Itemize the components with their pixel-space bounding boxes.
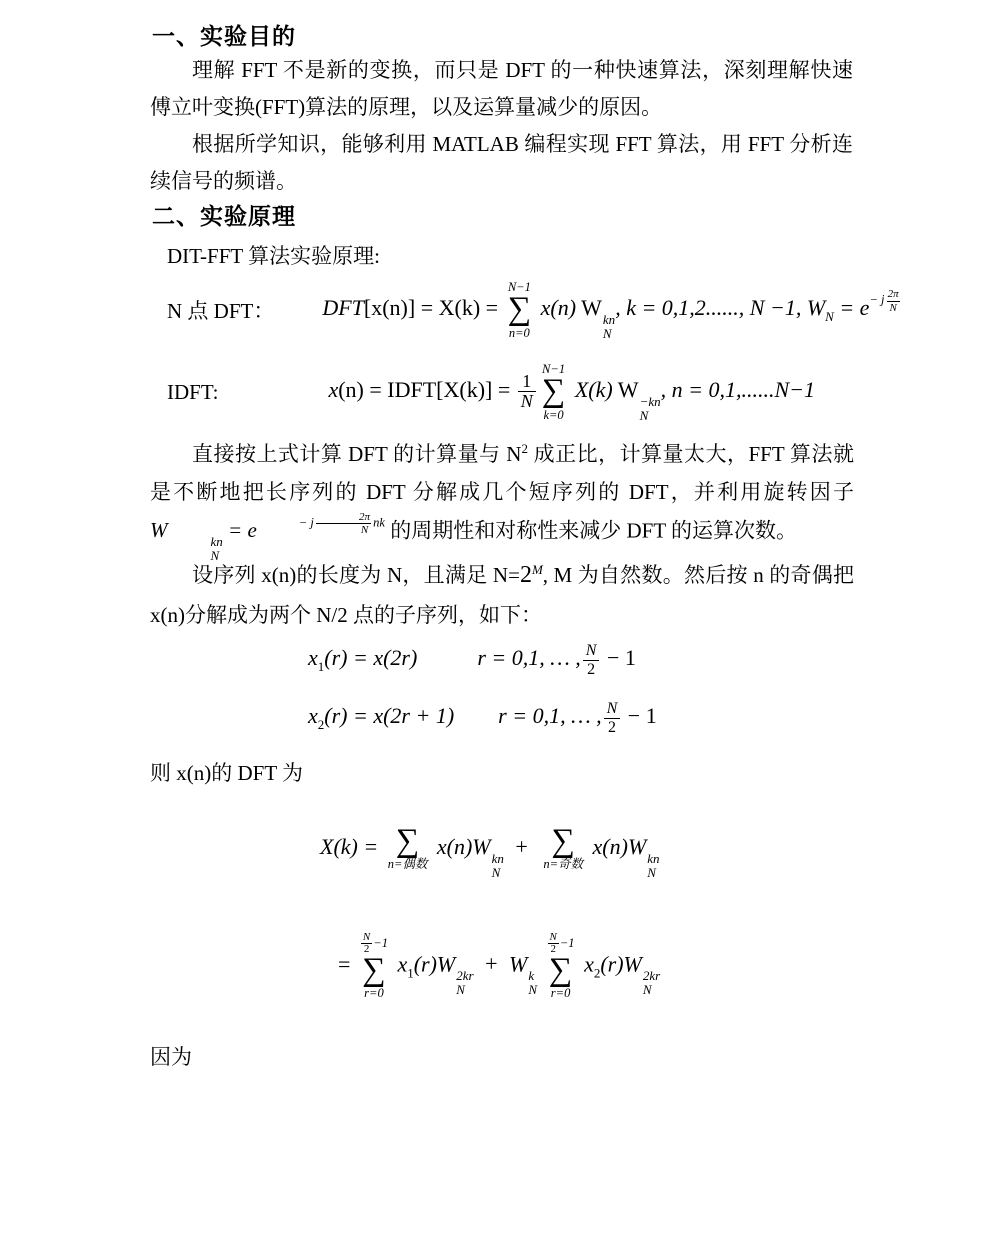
math-token: r = 0,1, … , bbox=[498, 703, 602, 729]
paragraph-text: , M 为自然数。然后按 n 的奇偶把 x(n)分解成为两个 N/2 点的子序列，如下： bbox=[150, 563, 854, 627]
math-token: N bbox=[647, 864, 656, 880]
math-token: X(k) bbox=[574, 376, 613, 402]
math-token: , n = 0,1,......N−1 bbox=[660, 376, 815, 402]
idft-formula-row bbox=[167, 350, 815, 434]
math-token: W bbox=[617, 376, 639, 402]
math-token: DFT bbox=[322, 294, 364, 320]
math-token: N bbox=[360, 524, 369, 537]
section1-heading: 一、实验目的 bbox=[152, 23, 296, 49]
dft-label: N 点 DFT： bbox=[167, 299, 275, 323]
math-token: −kn bbox=[639, 393, 661, 409]
math-token: N bbox=[528, 982, 538, 998]
math-token: 2kr bbox=[456, 968, 474, 984]
math-token: N bbox=[362, 931, 371, 943]
math-token: r = 0,1, … , bbox=[477, 645, 581, 671]
purpose-paragraph-1: 理解 FFT 不是新的变换，而只是 DFT 的一种快速算法，深刻理解快速傅立叶变换(FFT)算法的原理，以及运算量减少的原因。 bbox=[150, 58, 853, 119]
sum-lower-limit: n=奇数 bbox=[543, 857, 584, 872]
sum-symbol bbox=[542, 362, 566, 422]
sub-sup-script bbox=[456, 969, 473, 996]
math-token: kn bbox=[491, 850, 504, 866]
exponent bbox=[257, 511, 385, 536]
principle-intro: DIT-FFT 算法实验原理: bbox=[167, 244, 380, 268]
math-token: (r)W bbox=[600, 951, 642, 977]
sub-sup-script bbox=[647, 852, 659, 879]
fraction bbox=[518, 372, 536, 413]
sum-symbol bbox=[387, 823, 428, 872]
superscript: M bbox=[531, 562, 543, 577]
math-token: N bbox=[602, 325, 612, 341]
fraction bbox=[604, 700, 621, 736]
paragraph-text: 直接按上式计算 DFT 的计算量与 N bbox=[192, 442, 522, 466]
math-token: N bbox=[642, 982, 652, 998]
math-token: − j bbox=[869, 292, 885, 307]
sigma-icon: ∑ bbox=[541, 373, 566, 410]
purpose-paragraph-2: 根据所学知识，能够利用 MATLAB 编程实现 FFT 算法，用 FFT 分析连续信号的频谱。 bbox=[150, 132, 853, 193]
sum-symbol bbox=[547, 932, 575, 1001]
subscript: 2 bbox=[317, 717, 325, 733]
math-token: 2 bbox=[519, 562, 532, 588]
x2-formula bbox=[308, 700, 657, 736]
plus-sign: + bbox=[515, 833, 528, 859]
sum-lower-limit: n=偶数 bbox=[387, 857, 428, 872]
math-token: N bbox=[825, 308, 834, 324]
sum-lower-limit: r=0 bbox=[364, 986, 384, 1001]
xk-sum-formula bbox=[320, 823, 660, 880]
math-token: x bbox=[308, 645, 318, 671]
equals-sign: = bbox=[338, 951, 351, 977]
math-token: x bbox=[328, 376, 339, 402]
sigma-icon: ∑ bbox=[507, 291, 532, 328]
sub-sup-script bbox=[640, 395, 661, 422]
math-token: (r)W bbox=[413, 951, 456, 977]
sum-lower-limit: r=0 bbox=[550, 986, 571, 1001]
math-token: (r) = x(2r) bbox=[324, 645, 418, 671]
dft-formula-row bbox=[167, 268, 902, 352]
math-token: 2 bbox=[363, 943, 370, 955]
math-token: x bbox=[308, 703, 318, 729]
fraction bbox=[316, 511, 371, 536]
math-token: = e bbox=[839, 294, 870, 320]
math-token: N bbox=[639, 407, 649, 423]
sum-symbol bbox=[360, 932, 388, 1001]
math-token: N bbox=[549, 931, 557, 943]
computation-paragraph bbox=[150, 430, 854, 563]
math-token: x bbox=[397, 951, 408, 977]
subscript: 1 bbox=[407, 965, 414, 981]
paragraph-text: 成正比，计算量太大，FFT 算法就是不断地把长序列的 DFT 分解成几个短序列的 DFT，并利用旋转因子 bbox=[150, 442, 854, 504]
math-token: W bbox=[509, 951, 528, 977]
exponent bbox=[869, 288, 901, 313]
sigma-icon: ∑ bbox=[548, 952, 573, 988]
sum-upper-limit: N−1 bbox=[507, 279, 531, 294]
math-token: N bbox=[491, 864, 501, 880]
math-token: (r) = x(2r + 1) bbox=[324, 703, 455, 729]
then-text: 则 x(n)的 DFT 为 bbox=[150, 761, 304, 785]
sum-lower-limit: k=0 bbox=[543, 407, 564, 422]
math-token: N bbox=[889, 301, 897, 314]
math-token: k bbox=[528, 968, 535, 984]
x1-formula bbox=[308, 642, 636, 678]
math-token: x bbox=[584, 951, 594, 977]
math-token: [x(n)] = X(k) = bbox=[363, 294, 499, 320]
sum-upper-limit: N−1 bbox=[542, 361, 566, 376]
math-token: x(n) bbox=[540, 294, 577, 320]
section2-heading: 二、实验原理 bbox=[152, 203, 296, 229]
math-token: , k = 0,1,2......, N −1, bbox=[615, 294, 802, 320]
sum-symbol bbox=[543, 823, 584, 872]
math-token: −1 bbox=[559, 935, 575, 950]
split-sum-formula bbox=[338, 932, 660, 1001]
sub-sup-script bbox=[603, 313, 615, 340]
math-token: N bbox=[583, 642, 600, 661]
math-token: 1 bbox=[518, 372, 536, 393]
sigma-icon: ∑ bbox=[551, 823, 575, 859]
math-token: − 1 bbox=[627, 703, 657, 729]
math-token: N bbox=[520, 391, 533, 412]
sub-sup-script bbox=[643, 969, 660, 996]
dft-formula bbox=[322, 280, 902, 340]
idft-formula bbox=[328, 362, 815, 422]
math-token: 2π bbox=[887, 288, 899, 301]
math-token: W bbox=[150, 518, 168, 543]
math-token: = e bbox=[228, 518, 257, 543]
sub-sup-script bbox=[528, 969, 537, 996]
math-token: 2π bbox=[316, 511, 371, 524]
math-token: 2kr bbox=[642, 968, 661, 984]
math-token: 2 bbox=[607, 718, 616, 736]
math-token: − j bbox=[298, 515, 314, 530]
math-token: X(k) = bbox=[320, 833, 379, 859]
fraction bbox=[583, 642, 600, 678]
math-token: 2 bbox=[587, 660, 596, 678]
math-token: kn bbox=[602, 311, 616, 327]
fraction bbox=[887, 288, 900, 313]
math-token: x(n)W bbox=[592, 833, 647, 859]
sigma-icon: ∑ bbox=[395, 823, 420, 859]
math-token: − 1 bbox=[606, 645, 636, 671]
math-token: x(n)W bbox=[436, 833, 491, 859]
math-token: N bbox=[604, 700, 621, 719]
paragraph-text: 的周期性和对称性来减少 DFT 的运算次数。 bbox=[390, 518, 798, 543]
superscript: 2 bbox=[521, 441, 528, 456]
math-token: kn bbox=[210, 534, 223, 550]
subscript: 2 bbox=[593, 965, 601, 981]
math-token: −1 bbox=[373, 935, 388, 950]
paragraph-text: 设序列 x(n)的长度为 N，且满足 N= bbox=[192, 563, 520, 587]
math-token: 2 bbox=[550, 943, 556, 955]
idft-label: IDFT: bbox=[167, 379, 219, 404]
math-token: W bbox=[581, 294, 602, 320]
sum-symbol bbox=[508, 280, 532, 340]
subscript: 1 bbox=[317, 659, 325, 675]
math-token: (n) = IDFT[X(k)] = bbox=[338, 376, 511, 402]
math-token: kn bbox=[647, 850, 660, 866]
sigma-icon: ∑ bbox=[362, 952, 386, 988]
because-text: 因为 bbox=[150, 1045, 192, 1069]
math-token: N bbox=[456, 982, 465, 998]
math-token: nk bbox=[373, 515, 385, 530]
sub-sup-script bbox=[492, 852, 504, 879]
plus-sign: + bbox=[485, 951, 498, 977]
math-token: W bbox=[806, 294, 826, 320]
sequence-paragraph bbox=[150, 550, 854, 635]
math-token: N bbox=[210, 548, 220, 564]
sum-lower-limit: n=0 bbox=[508, 325, 530, 340]
